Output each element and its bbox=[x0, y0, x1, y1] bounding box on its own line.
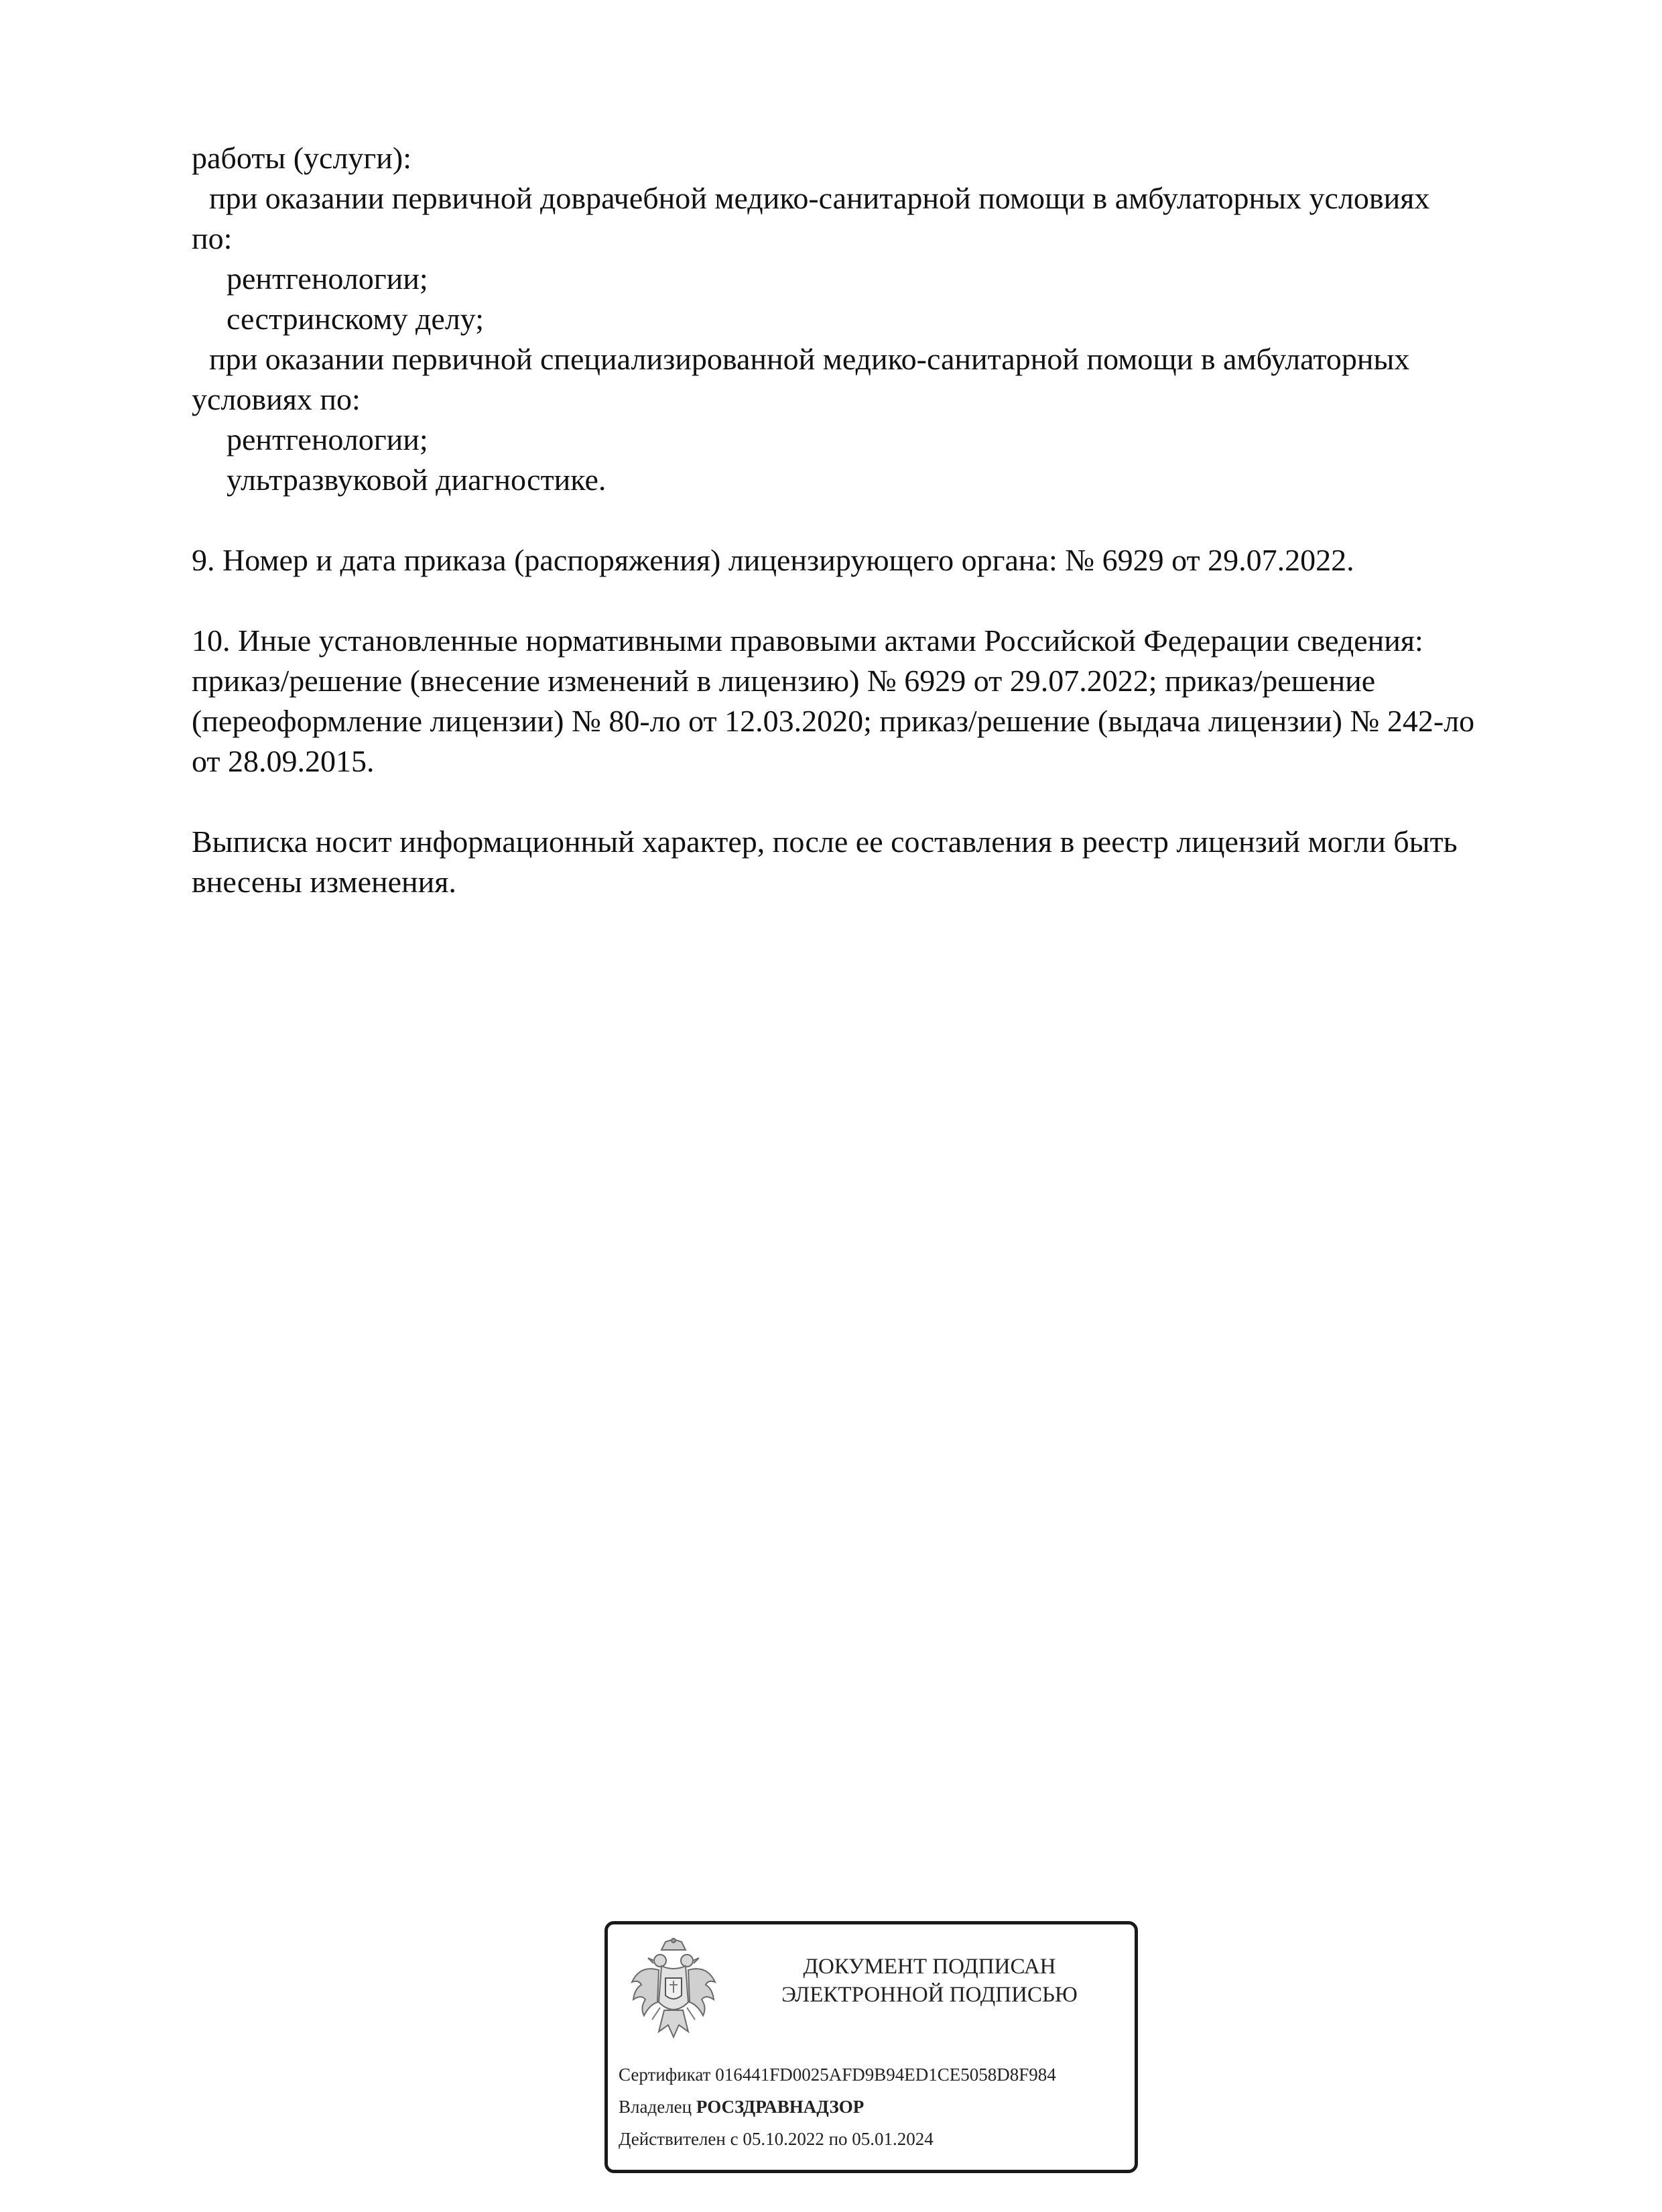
other-info-line: 10. Иные установленные нормативными правовыми актами Российской Федерации сведения: bbox=[192, 623, 1423, 658]
certificate-label: Сертификат bbox=[619, 2065, 711, 2085]
stamp-title-line: ДОКУМЕНТ ПОДПИСАН bbox=[803, 1955, 1056, 1979]
disclaimer-line: внесены изменения. bbox=[192, 865, 456, 899]
validity-from: 05.10.2022 bbox=[743, 2129, 824, 2149]
russian-coat-of-arms-icon bbox=[627, 1938, 720, 2045]
text-line: при оказании первичной специализированной медико-санитарной помощи в амбулаторных bbox=[209, 342, 1410, 376]
order-number-paragraph: 9. Номер и дата приказа (распоряжения) лицензирующего органа: № 6929 от 29.07.2022. bbox=[192, 543, 1354, 577]
paragraph-spacer bbox=[192, 500, 1572, 540]
text-line: условиях по: bbox=[192, 382, 361, 416]
validity-to-label: по bbox=[828, 2129, 848, 2149]
owner-row bbox=[619, 2091, 1056, 2123]
electronic-signature-stamp bbox=[604, 1921, 1138, 2173]
other-info-line: от 28.09.2015. bbox=[192, 744, 375, 778]
certificate-row bbox=[619, 2059, 1056, 2091]
owner-label: Владелец bbox=[619, 2097, 692, 2117]
stamp-details bbox=[619, 2059, 1056, 2155]
validity-row bbox=[619, 2123, 1056, 2155]
text-line: рентгенологии; bbox=[227, 261, 428, 296]
other-info-line: приказ/решение (внесение изменений в лицензию) № 6929 от 29.07.2022; приказ/решение bbox=[192, 664, 1376, 698]
certificate-value: 016441FD0025AFD9B94ED1CE5058D8F984 bbox=[715, 2065, 1056, 2085]
text-line: ультразвуковой диагностике. bbox=[227, 463, 606, 497]
paragraph-spacer bbox=[192, 580, 1572, 621]
paragraph-spacer bbox=[192, 782, 1572, 822]
text-line: сестринскому делу; bbox=[227, 302, 484, 336]
text-line: при оказании первичной доврачебной медико-санитарной помощи в амбулаторных условиях bbox=[209, 181, 1430, 215]
disclaimer-line: Выписка носит информационный характер, после ее составления в реестр лицензий могли быть bbox=[192, 824, 1458, 859]
owner-value: РОСЗДРАВНАДЗОР bbox=[696, 2097, 865, 2117]
text-line: по: bbox=[192, 221, 233, 255]
document-body bbox=[192, 138, 1572, 902]
stamp-title-line: ЭЛЕКТРОННОЙ ПОДПИСЬЮ bbox=[781, 1983, 1078, 2007]
validity-to: 05.01.2024 bbox=[852, 2129, 934, 2149]
text-line: работы (услуги): bbox=[192, 141, 411, 175]
text-line: рентгенологии; bbox=[227, 422, 428, 456]
other-info-line: (переоформление лицензии) № 80-ло от 12.03.2020; приказ/решение (выдача лицензии) № 242-ло bbox=[192, 704, 1475, 738]
validity-label: Действителен с bbox=[619, 2129, 739, 2149]
stamp-title bbox=[742, 1953, 1117, 2009]
